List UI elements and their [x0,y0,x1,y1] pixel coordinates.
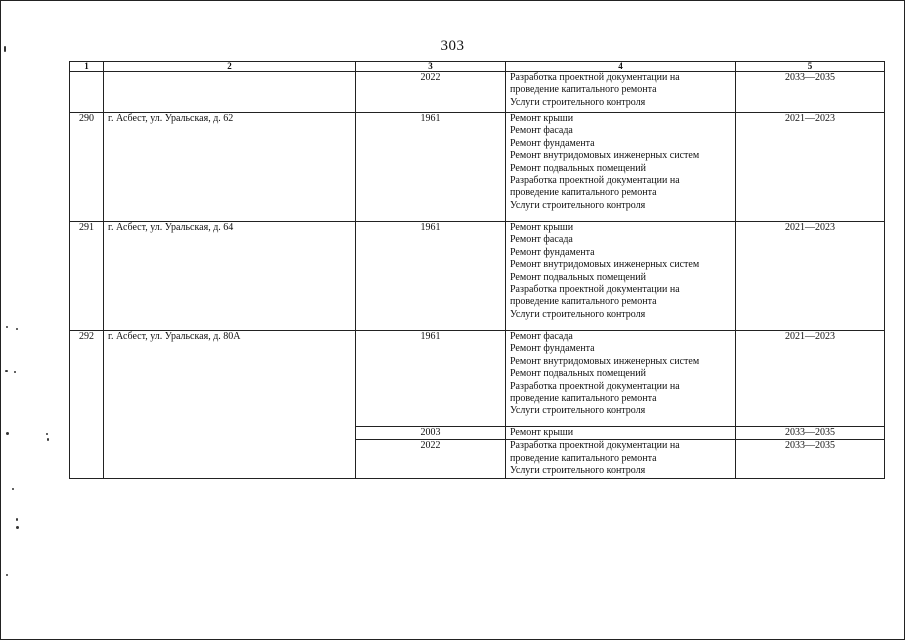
scan-mark [6,432,9,435]
work-item: Ремонт фасада [510,331,573,342]
works-cell [506,222,736,331]
table-header-row [70,62,885,72]
year-cell: 1961 [356,331,506,427]
work-item: Услуги строительного контроля [510,199,646,211]
period-cell: 2033—2035 [736,427,885,440]
scan-mark [16,518,18,521]
scan-mark [16,328,18,330]
row-number-cell: 290 [70,113,104,222]
column-header: 4 [506,62,736,72]
row-number-cell: 292 [70,331,104,479]
work-item: Ремонт фундамента [510,137,595,149]
year-cell: 1961 [356,222,506,331]
scan-mark [6,326,8,328]
column-header: 3 [356,62,506,72]
repair-schedule-table [69,61,885,479]
work-item: Услуги строительного контроля [510,405,646,417]
works-cell [506,72,736,113]
work-item: проведение капитального ремонта [510,84,657,96]
scan-mark [6,574,8,576]
work-item: проведение капитального ремонта [510,393,657,405]
row-number-cell: 291 [70,222,104,331]
work-item: Разработка проектной документации на [510,440,680,452]
work-item: Разработка проектной документации на [510,284,680,296]
scan-mark [16,526,19,529]
works-cell [506,331,736,427]
work-item: Ремонт внутридомовых инженерных систем [510,150,700,162]
work-item: Ремонт фундамента [510,343,595,355]
period-cell: 2033—2035 [736,72,885,113]
work-item: Услуги строительного контроля [510,96,646,108]
work-item: Ремонт фасада [510,125,573,137]
period-cell: 2021—2023 [736,113,885,222]
table-row [70,331,885,427]
work-item: Ремонт подвальных помещений [510,271,646,283]
work-item: Услуги строительного контроля [510,308,646,320]
work-item: Ремонт крыши [510,222,574,233]
scan-mark [46,433,48,435]
work-item: Ремонт крыши [510,427,574,438]
work-item: Ремонт внутридомовых инженерных систем [510,259,700,271]
scan-mark [14,371,16,373]
period-cell: 2021—2023 [736,222,885,331]
work-item: проведение капитального ремонта [510,296,657,308]
column-header: 1 [70,62,104,72]
work-item: Разработка проектной документации на [510,72,680,83]
work-item: Ремонт подвальных помещений [510,368,646,380]
page-number: 303 [440,38,465,54]
work-item: Ремонт фундамента [510,246,595,258]
works-cell [506,440,736,479]
work-item: Ремонт внутридомовых инженерных систем [510,355,700,367]
scan-mark [12,488,14,490]
table-row [70,222,885,331]
year-cell: 2003 [356,427,506,440]
year-cell: 2022 [356,440,506,479]
work-item: Ремонт крыши [510,113,574,124]
work-item: проведение капитального ремонта [510,187,657,199]
period-cell: 2021—2023 [736,331,885,427]
address-cell: г. Асбест, ул. Уральская, д. 62 [104,113,356,222]
table-row [70,113,885,222]
work-item: Разработка проектной документации на [510,380,680,392]
address-cell [104,72,356,113]
works-cell [506,427,736,440]
period-cell: 2033—2035 [736,440,885,479]
column-header: 2 [104,62,356,72]
year-cell: 1961 [356,113,506,222]
work-item: Ремонт фасада [510,234,573,246]
work-item: Ремонт подвальных помещений [510,162,646,174]
row-number-cell [70,72,104,113]
works-cell [506,113,736,222]
scan-margin-marks [0,0,30,640]
address-cell: г. Асбест, ул. Уральская, д. 64 [104,222,356,331]
work-item: проведение капитального ремонта [510,452,657,464]
address-cell: г. Асбест, ул. Уральская, д. 80А [104,331,356,479]
work-item: Разработка проектной документации на [510,175,680,187]
work-item: Услуги строительного контроля [510,465,646,477]
column-header: 5 [736,62,885,72]
table-row-continuation [70,72,885,113]
year-cell: 2022 [356,72,506,113]
scan-mark [5,370,8,372]
scan-mark [47,438,49,441]
